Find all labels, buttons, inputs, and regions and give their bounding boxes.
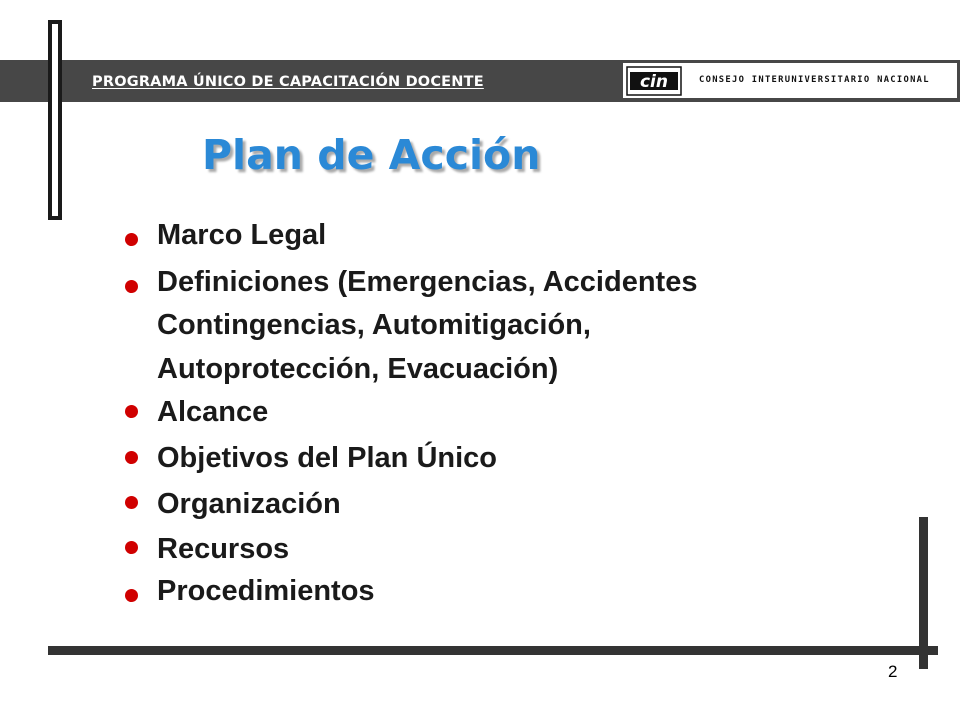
org-name: CONSEJO INTERUNIVERSITARIO NACIONAL	[699, 75, 930, 85]
bullet-dot	[125, 496, 138, 509]
program-label: PROGRAMA ÚNICO DE CAPACITACIÓN DOCENTE	[92, 74, 484, 90]
org-banner	[623, 63, 957, 98]
bullet-item-procedimientos: Procedimientos	[157, 575, 375, 607]
bullet-item-alcance: Alcance	[157, 396, 269, 428]
bullet-dot	[125, 280, 138, 293]
bullet-item-definiciones-line3: Autoprotección, Evacuación)	[157, 353, 559, 385]
bullet-dot	[125, 541, 138, 554]
bullet-dot	[125, 233, 138, 246]
slide-title: Plan de Acción	[202, 131, 541, 179]
left-frame-decoration	[48, 20, 62, 220]
bullet-item-marco-legal: Marco Legal	[157, 219, 327, 251]
bullet-dot	[125, 589, 138, 602]
bullet-item-definiciones: Definiciones (Emergencias, Accidentes	[157, 266, 698, 298]
bullet-item-objetivos: Objetivos del Plan Único	[157, 442, 498, 474]
bottom-horizontal-bar	[48, 646, 938, 655]
bullet-item-definiciones-line2: Contingencias, Automitigación,	[157, 309, 591, 341]
bullet-dot	[125, 451, 138, 464]
bullet-item-recursos: Recursos	[157, 533, 290, 565]
cin-logo-text: cin	[639, 72, 669, 92]
bullet-dot	[125, 405, 138, 418]
cin-logo	[626, 66, 682, 96]
page-number: 2	[888, 662, 898, 681]
bullet-item-organizacion: Organización	[157, 488, 341, 520]
